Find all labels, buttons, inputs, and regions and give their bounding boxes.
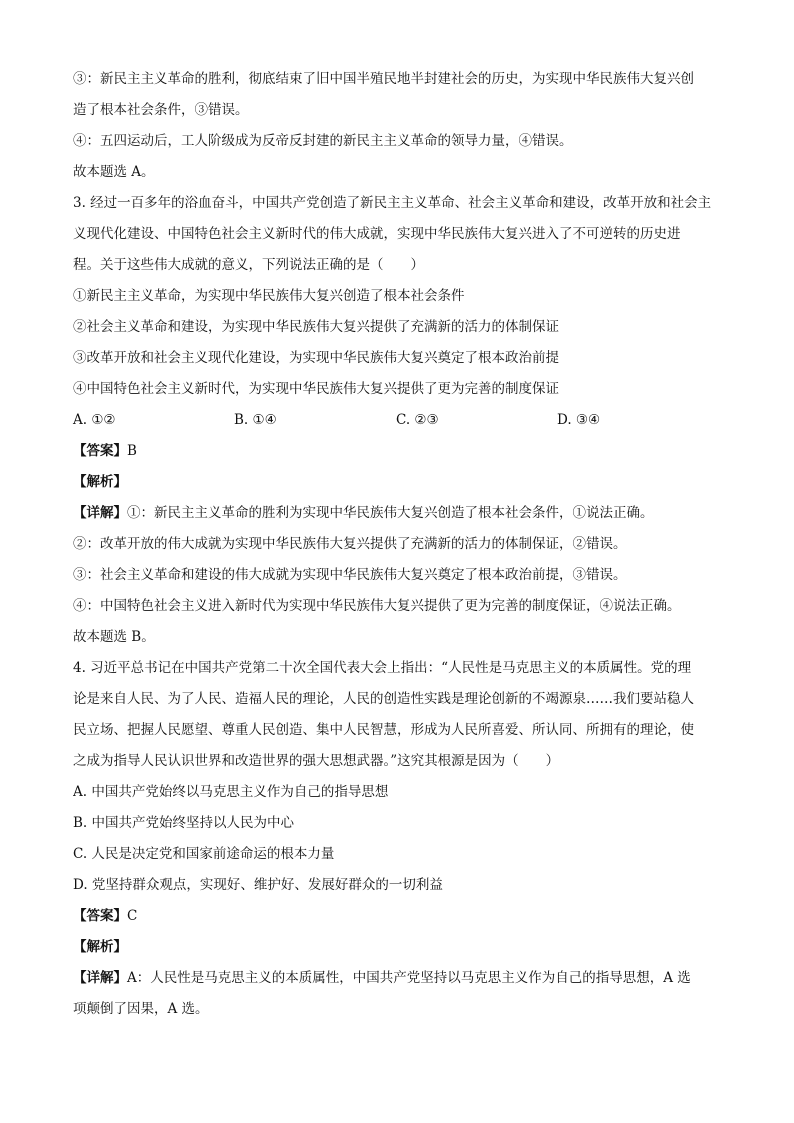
analysis-tag: 【解析】 [73, 939, 127, 955]
statement-1: ①新民主主义革命，为实现中华民族伟大复兴创造了根本社会条件 [73, 288, 465, 304]
text-line: 造了根本社会条件，③错误。 [73, 102, 249, 118]
detail-tag: 【详解】 [73, 505, 127, 521]
answer-tag: 【答案】 [73, 443, 127, 459]
analysis-tag: 【解析】 [73, 474, 127, 490]
answer-line [73, 901, 723, 932]
question-3-options [73, 405, 723, 436]
option-a: A. ①② [73, 412, 116, 428]
option-a: A. 中国共产党始终以马克思主义作为自己的指导思想 [73, 784, 389, 800]
option-d: D. ③④ [557, 412, 601, 428]
question-3-stem: 程。关于这些伟大成就的意义，下列说法正确的是（ ） [73, 257, 424, 273]
detail-line [73, 498, 723, 529]
question-3-stem: 义现代化建设、中国特色社会主义新时代的伟大成就，实现中华民族伟大复兴进入了不可逆转的历史进 [73, 226, 681, 242]
document-content [73, 64, 723, 1025]
answer-value: C [127, 908, 138, 924]
text-line: ③：社会主义革命和建设的伟大成就为实现中华民族伟大复兴奠定了根本政治前提，③错误。 [73, 567, 627, 583]
question-4-stem: 之成为指导人民认识世界和改造世界的强大思想武器。”这究其根源是因为（ ） [73, 753, 560, 769]
detail-line [73, 963, 723, 994]
text-line: ④：五四运动后，工人阶级成为反帝反封建的新民主主义革命的领导力量，④错误。 [73, 133, 573, 149]
text-line: ②：改革开放的伟大成就为实现中华民族伟大复兴提供了充满新的活力的体制保证，②错误。 [73, 536, 627, 552]
option-b: B. ①④ [234, 412, 277, 428]
text-line: 项颠倒了因果，A 选。 [73, 1001, 209, 1017]
conclusion-line: 故本题选 A。 [73, 164, 155, 180]
option-c: C. ②③ [396, 412, 439, 428]
statement-3: ③改革开放和社会主义现代化建设，为实现中华民族伟大复兴奠定了根本政治前提 [73, 350, 559, 366]
text-line: ③：新民主主义革命的胜利，彻底结束了旧中国半殖民地半封建社会的历史，为实现中华民族伟大复兴创 [73, 71, 694, 87]
option-b: B. 中国共产党始终坚持以人民为中心 [73, 815, 295, 831]
question-3-stem: 3. 经过一百多年的浴血奋斗，中国共产党创造了新民主主义革命、社会主义革命和建设，改革开放和社会主 [73, 195, 712, 211]
statement-2: ②社会主义革命和建设，为实现中华民族伟大复兴提供了充满新的活力的体制保证 [73, 319, 559, 335]
question-4-stem: 民立场、把握人民愿望、尊重人民创造、集中人民智慧，形成为人民所喜爱、所认同、所拥有的理论，使 [73, 722, 694, 738]
text-line: ④：中国特色社会主义进入新时代为实现中华民族伟大复兴提供了更为完善的制度保证，④说法正确。 [73, 598, 681, 614]
answer-value: B [127, 443, 137, 459]
option-d: D. 党坚持群众观点，实现好、维护好、发展好群众的一切利益 [73, 877, 443, 893]
detail-text: A：人民性是马克思主义的本质属性，中国共产党坚持以马克思主义作为自己的指导思想，A 选 [127, 970, 691, 986]
option-c: C. 人民是决定党和国家前途命运的根本力量 [73, 846, 335, 862]
question-4-stem: 论是来自人民、为了人民、造福人民的理论，人民的创造性实践是理论创新的不竭源泉……我们要站稳人 [73, 691, 694, 707]
answer-line [73, 436, 723, 467]
conclusion-line: 故本题选 B。 [73, 629, 155, 645]
statement-4: ④中国特色社会主义新时代，为实现中华民族伟大复兴提供了更为完善的制度保证 [73, 381, 559, 397]
answer-tag: 【答案】 [73, 908, 127, 924]
detail-text: ①：新民主主义革命的胜利为实现中华民族伟大复兴创造了根本社会条件，①说法正确。 [127, 505, 654, 521]
question-4-stem: 4. 习近平总书记在中国共产党第二十次全国代表大会上指出：“人民性是马克思主义的本质属性。党的理 [73, 660, 692, 676]
detail-tag: 【详解】 [73, 970, 127, 986]
